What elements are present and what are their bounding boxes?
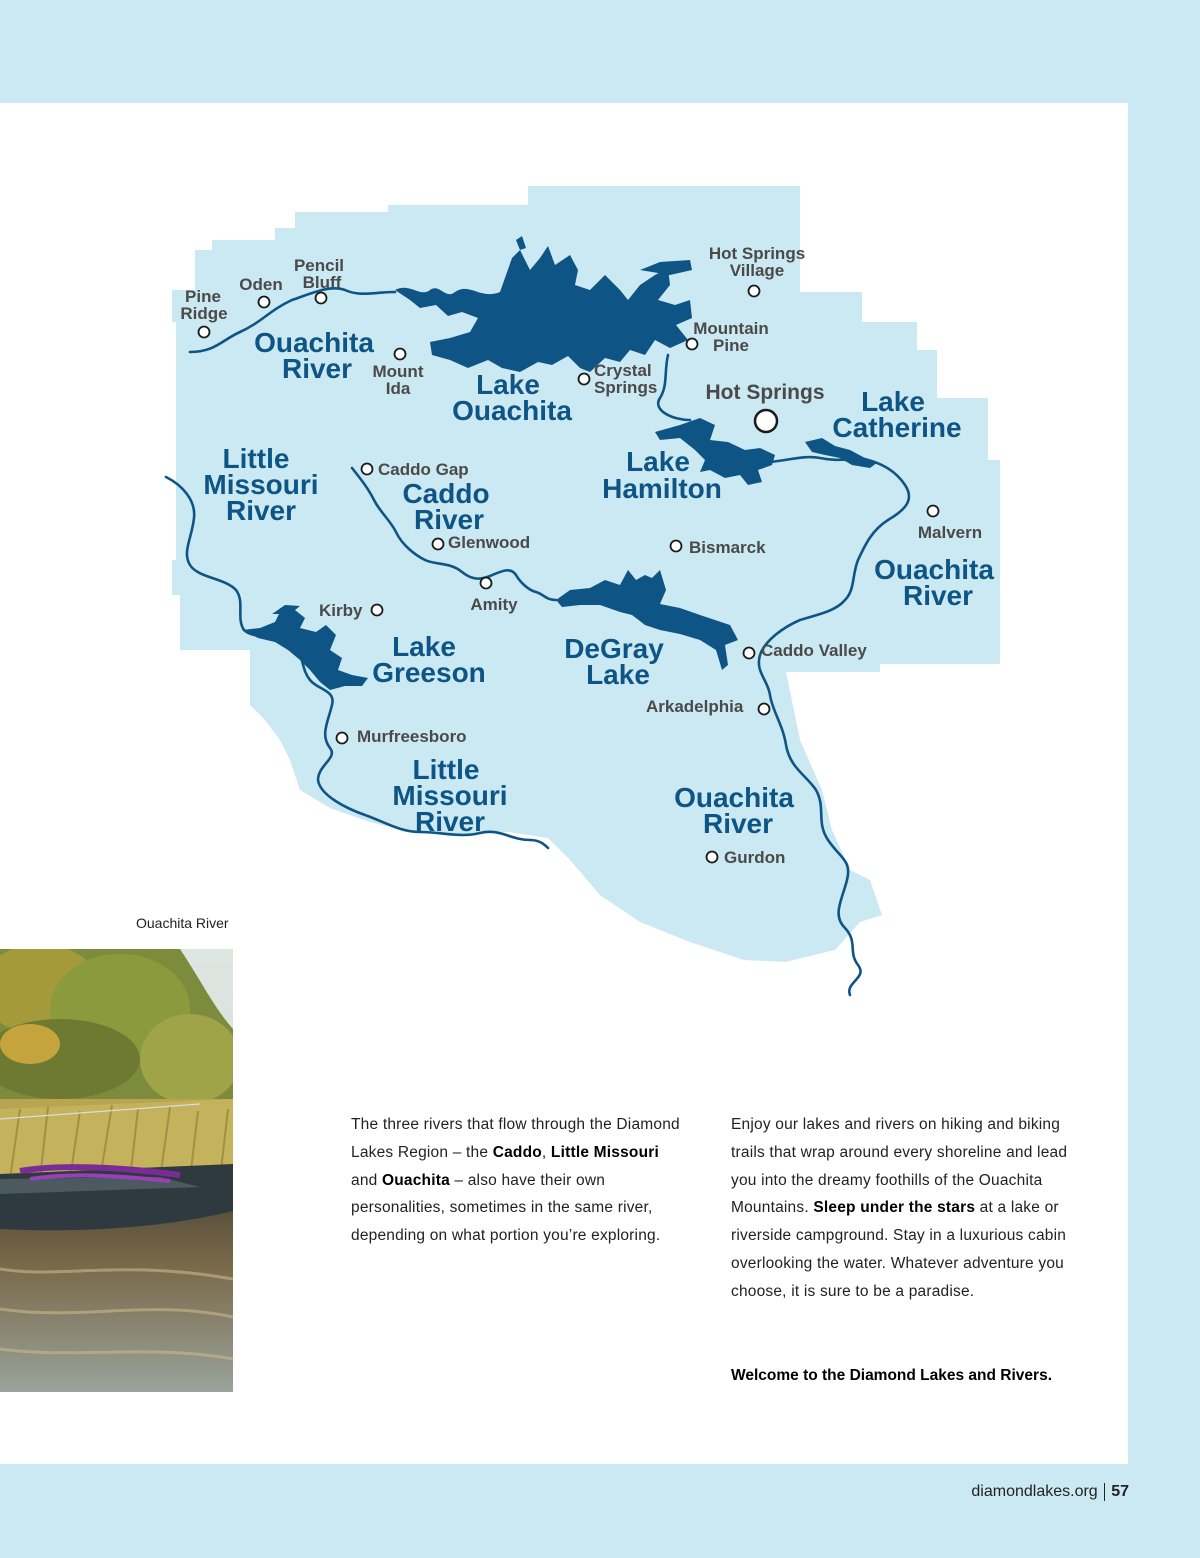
town-marker-bismarck [671,541,682,552]
town-marker-caddo-valley [744,648,755,659]
label-lake-greeson-1: Lake [392,631,456,662]
label-ouachita-river-s-1: Ouachita [674,782,794,813]
label-little-missouri-s-1: Little [412,754,480,785]
photo-caption: Ouachita River [136,915,229,931]
label-mountain-pine-1: Mountain [693,319,769,338]
town-marker-gurdon [707,852,718,863]
label-little-missouri-n-2: Missouri [203,469,319,500]
label-mount-ida-1: Mount [372,362,424,381]
town-marker-pencil-bluff [316,293,327,304]
label-lake-catherine-1: Lake [861,386,925,417]
label-arkadelphia: Arkadelphia [646,697,744,716]
town-marker-oden [259,297,270,308]
label-crystal-springs-1: Crystal [594,361,652,380]
label-lake-hamilton-2: Hamilton [602,473,722,504]
col1-text-2: , [541,1143,551,1161]
label-little-missouri-s-2: Missouri [392,780,508,811]
label-hot-springs-village-1: Hot Springs [708,244,806,263]
label-malvern: Malvern [917,523,983,542]
label-caddo-gap: Caddo Gap [378,460,469,479]
town-marker-crystal-springs [579,374,590,385]
label-bismarck: Bismarck [689,538,766,557]
label-ouachita-river-e-2: River [902,580,974,611]
label-mountain-pine-2: Pine [713,336,749,355]
river-kayak-photo [0,949,233,1392]
town-marker-mount-ida [395,349,406,360]
label-lake-ouachita-1: Lake [476,369,540,400]
label-ouachita-river-s-2: River [702,808,774,839]
label-caddo-river-2: River [413,504,485,535]
col1-text-4: – also have their own personalities, sometimes in the same river, depending on what portion you’re exploring. [351,1171,661,1245]
label-pencil-bluff-2: Bluff [302,273,342,292]
col1-text-1: The three rivers that flow through the Diamond Lakes Region – the [351,1116,680,1161]
col2-text-1: Enjoy our lakes and rivers on hiking and biking trails that wrap around every shoreline and lead you into the dreamy foothills of the Ouachita Mountains. [731,1116,1068,1217]
label-caddo-valley: Caddo Valley [761,641,867,660]
town-marker-mountain-pine [687,339,698,350]
col1-bold-little-missouri: Little Missouri [550,1143,659,1161]
label-lake-ouachita-2: Ouachita [452,395,572,426]
label-oden: Oden [239,275,283,294]
page-footer [971,1483,1129,1501]
col2-bold-sleep: Sleep under the stars [813,1199,976,1217]
town-marker-pine-ridge [199,327,210,338]
label-kirby: Kirby [319,601,363,620]
town-marker-arkadelphia [759,704,770,715]
col1-text-3: and [351,1171,382,1189]
label-hot-springs-village-2: Village [729,261,785,280]
page-number: 57 [1111,1483,1129,1500]
label-degray-lake-1: DeGray [564,633,664,664]
label-little-missouri-n-1: Little [222,443,290,474]
closing-line: Welcome to the Diamond Lakes and Rivers. [731,1367,1052,1384]
footer-divider [1104,1483,1106,1501]
town-marker-amity [481,578,492,589]
footer-site-link[interactable]: diamondlakes.org [971,1483,1098,1500]
label-ouachita-river-nw-2: River [281,353,353,384]
label-ouachita-river-e-1: Ouachita [874,554,994,585]
town-marker-hot-springs [755,410,777,432]
label-ouachita-river-nw-1: Ouachita [254,327,374,358]
label-hot-springs: Hot Springs [705,381,825,404]
label-pencil-bluff-1: Pencil [293,256,345,275]
label-murfreesboro: Murfreesboro [357,727,467,746]
label-caddo-river-1: Caddo [402,478,490,509]
label-lake-catherine-2: Catherine [832,412,962,443]
town-marker-glenwood [433,539,444,550]
body-text-column-2 [731,1111,1091,1306]
label-little-missouri-n-3: River [225,495,297,526]
town-marker-malvern [928,506,939,517]
label-pine-ridge-1: Pine [185,287,221,306]
town-marker-hot-springs-village [749,286,760,297]
town-marker-murfreesboro [337,733,348,744]
label-lake-hamilton-1: Lake [626,446,690,477]
col1-bold-caddo: Caddo [492,1143,542,1161]
body-text-column-1 [351,1111,681,1250]
label-glenwood: Glenwood [448,533,531,552]
town-marker-caddo-gap [362,464,373,475]
label-crystal-springs-2: Springs [594,378,658,397]
label-mount-ida-2: Ida [385,379,411,398]
col1-bold-ouachita: Ouachita [381,1171,450,1189]
label-lake-greeson-2: Greeson [372,657,486,688]
label-degray-lake-2: Lake [586,659,650,690]
town-marker-kirby [372,605,383,616]
col2-text-2: at a lake or riverside campground. Stay in a luxurious cabin overlooking the water. Whatever adventure you choose, it is sure to be a paradise. [731,1199,1067,1300]
label-pine-ridge-2: Ridge [180,304,228,323]
label-gurdon: Gurdon [724,848,786,867]
label-little-missouri-s-3: River [414,806,486,837]
label-amity: Amity [470,595,518,614]
